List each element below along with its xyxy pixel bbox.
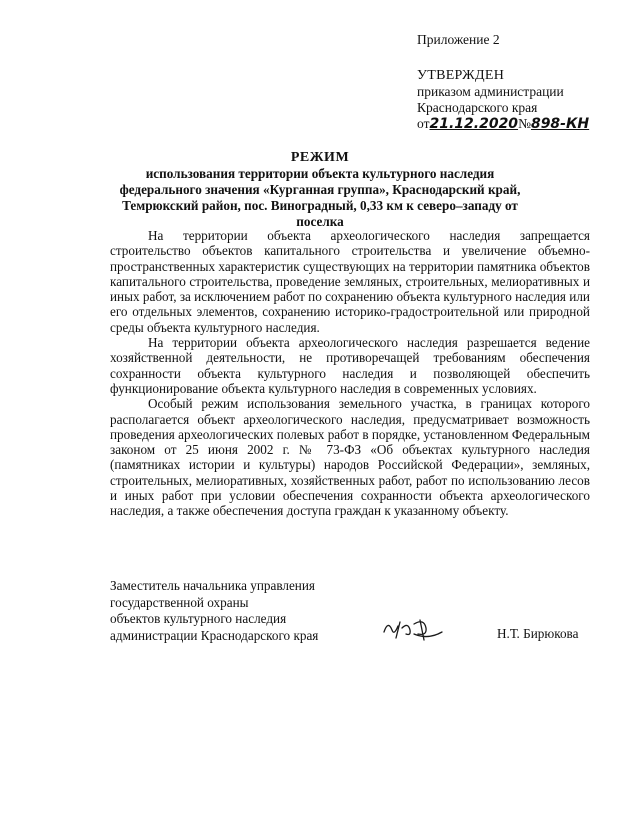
handwritten-signature xyxy=(380,614,450,644)
paragraph-2: На территории объекта археологического наследия разрешается ведение хозяйственной деятельности, не противоречащей требованиям обеспечения сохранности объекта культурного наследия и позволяющей обеспечить функционирование объекта культурного наследия в современных условиях. xyxy=(110,335,590,396)
signer-name: Н.Т. Бирюкова xyxy=(497,626,579,641)
position-line-4: администрации Краснодарского края xyxy=(110,627,319,643)
order-prefix: от xyxy=(417,116,430,131)
order-line xyxy=(417,116,589,132)
document-subtitle: использования территории объекта культурного наследия федерального значения «Курганная группа», Краснодарский край, Темрюкский район, пос. Виноградный, 0,33 км к северо–западу от поселка xyxy=(119,166,521,229)
paragraph-1: На территории объекта археологического наследия запрещается строительство объектов капитального строительства и увеличение объемно-пространственных характеристик существующих на территории памятника объектов капитального строительства, проведение земляных, строительных, мелиоративных и иных работ, за исключением работ по сохранению объекта культурного наследия или его отдельных элементов, сохранению историко-градостроительной или природной среды объекта культурного наследия. xyxy=(110,228,590,335)
approved-line-1: приказом администрации xyxy=(417,84,564,99)
order-number-label: № xyxy=(518,116,531,131)
order-number: 898-КН xyxy=(530,116,590,132)
document-title: РЕЖИМ xyxy=(290,150,350,165)
document-body xyxy=(110,228,590,519)
order-date: 21.12.2020 xyxy=(429,116,519,132)
signatory-position xyxy=(110,578,318,644)
approval-stamp xyxy=(417,68,589,132)
position-line-3: объектов культурного наследия xyxy=(110,611,287,626)
paragraph-3: Особый режим использования земельного участка, в границах которого располагается объект археологического наследия, предусматривает возможность проведения археологических полевых работ в порядке, установленном Федеральным законом от 25 июня 2002 г. № 73-ФЗ «Об объектах культурного наследия (памятниках истории и культуры) народов Российской Федерации», земляных, строительных, мелиоративных, хозяйственных работ, работ по использованию лесов и иных работ при условии обеспечения сохранности объекта археологического наследия, а также обеспечения доступа граждан к указанному объекту. xyxy=(110,396,590,519)
approved-title: УТВЕРЖДЕН xyxy=(417,68,505,83)
appendix-label: Приложение 2 xyxy=(417,32,500,47)
position-line-1: Заместитель начальника управления xyxy=(110,578,315,593)
approved-line-2: Краснодарского края xyxy=(417,100,538,115)
position-line-2: государственной охраны xyxy=(110,594,249,610)
